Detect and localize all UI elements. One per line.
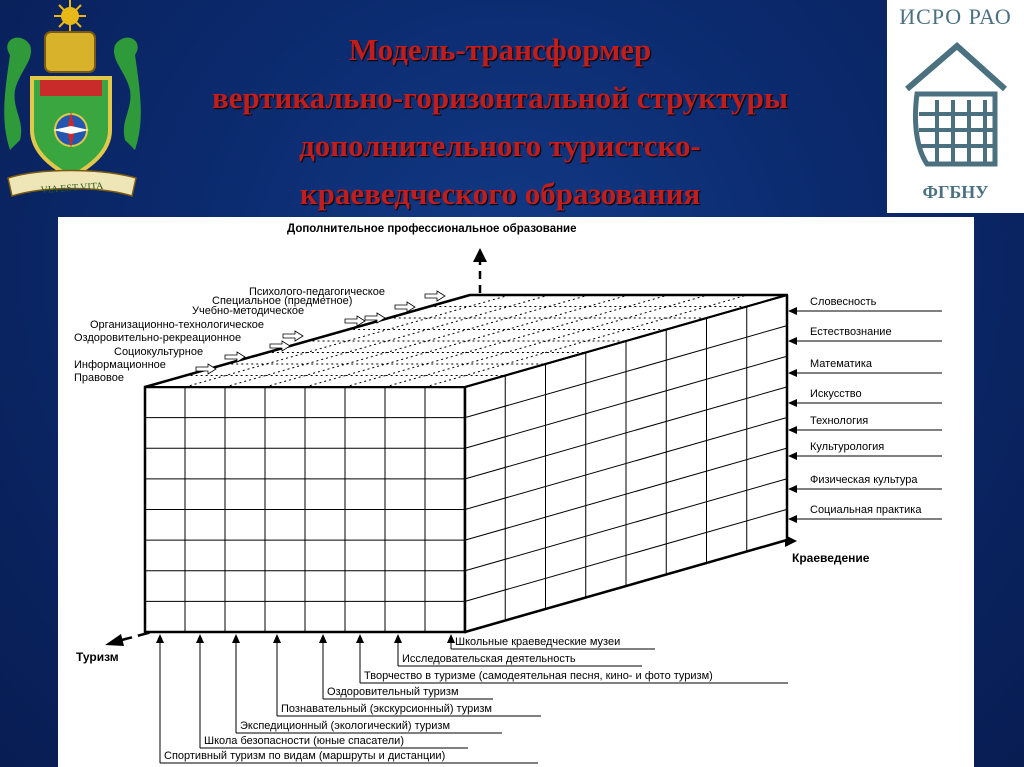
bottom-label-arrowhead	[232, 634, 240, 643]
isro-rao-logo	[887, 0, 1024, 213]
bottom-label-arrowhead	[156, 634, 164, 643]
bottom-label: Школьные краеведческие музеи	[455, 636, 621, 648]
right-label-arrowhead	[788, 307, 797, 315]
top-label: Социокультурное	[114, 346, 204, 358]
right-label-arrowhead	[788, 337, 797, 345]
logo-bottom-text: ФГБНУ	[922, 182, 989, 202]
right-label: Словесность	[810, 296, 877, 308]
bottom-label: Школа безопасности (юные спасатели)	[204, 735, 404, 747]
left-axis-arrowhead	[105, 634, 124, 646]
building-icon	[897, 34, 1014, 174]
right-label: Социальная практика	[810, 504, 922, 516]
right-label: Математика	[810, 358, 872, 370]
top-label: Психолого-педагогическое	[249, 286, 385, 298]
sun-icon	[54, 0, 86, 32]
bottom-label-arrowhead	[273, 634, 281, 643]
vertical-axis-label: Дополнительное профессиональное образование	[287, 223, 577, 235]
crest-motto: VIA EST VITA	[40, 180, 104, 197]
bottom-label: Экспедиционный (экологический) туризм	[240, 720, 451, 732]
top-label: Специальное (предметное)	[212, 295, 353, 307]
title-line-3: дополнительного туристско-	[299, 128, 701, 163]
top-label: Информационное	[74, 359, 166, 371]
top-label: Оздоровительно-рекреационное	[74, 332, 242, 344]
cube-diagram	[58, 217, 974, 767]
bottom-label-arrowhead	[196, 634, 204, 643]
right-label: Естествознание	[810, 326, 892, 338]
right-label-arrowhead	[788, 515, 797, 523]
diagram-panel	[58, 217, 974, 767]
right-label-arrowhead	[788, 399, 797, 407]
title-line-4: краеведческого образования	[299, 176, 701, 211]
top-label: Организационно-технологическое	[90, 319, 265, 331]
logo-top-text: ИСРО РАО	[899, 4, 1012, 29]
right-label-arrowhead	[788, 485, 797, 493]
right-axis-label: Краеведение	[792, 551, 870, 565]
bottom-label: Творчество в туризме (самодеятельная песня, кино- и фото туризм)	[364, 670, 713, 682]
bottom-label-arrowhead	[447, 634, 455, 643]
vertical-axis-arrowhead	[473, 248, 487, 262]
right-label: Физическая культура	[810, 474, 918, 486]
top-label-arrow-icon	[283, 331, 303, 341]
bottom-label: Исследовательская деятельность	[402, 653, 576, 665]
right-label-arrowhead	[788, 426, 797, 434]
right-label: Искусство	[810, 388, 862, 400]
bottom-label: Познавательный (экскурсионный) туризм	[281, 703, 492, 715]
bottom-label-arrowhead	[356, 634, 364, 643]
slide-title	[150, 26, 850, 218]
left-axis-label: Туризм	[76, 650, 119, 664]
title-line-2: вертикально-горизонтальной структуры	[211, 80, 789, 115]
right-label-arrowhead	[788, 369, 797, 377]
bottom-label-arrowhead	[394, 634, 402, 643]
right-label-arrowhead	[788, 452, 797, 460]
top-label: Правовое	[74, 372, 124, 384]
title-line-1: Модель-трансформер	[348, 32, 652, 67]
top-label: Учебно-методическое	[192, 305, 305, 317]
top-label-arrow-icon	[425, 291, 445, 301]
bottom-label: Спортивный туризм по видам (маршруты и дистанции)	[164, 750, 446, 762]
right-label: Технология	[810, 415, 869, 427]
right-label: Культурология	[810, 441, 885, 453]
bottom-label-arrowhead	[319, 634, 327, 643]
bottom-label: Оздоровительный туризм	[327, 686, 459, 698]
